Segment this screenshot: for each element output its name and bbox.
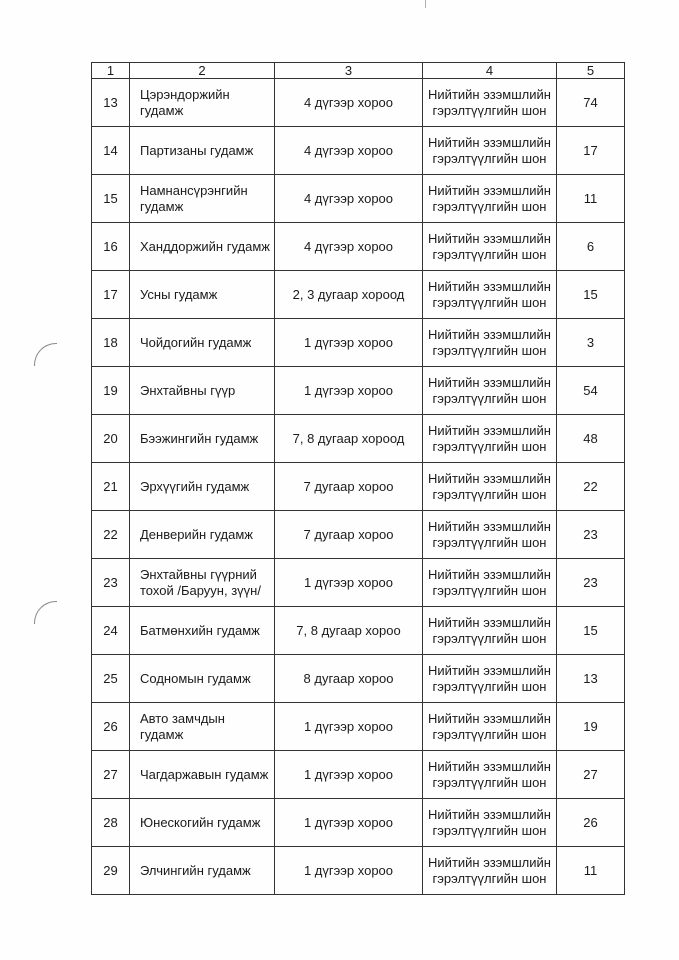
row-number: 22	[92, 511, 130, 559]
lighting-type-cell: Нийтийн эзэмшлийн гэрэлтүүлгийн шон	[423, 319, 557, 367]
table-row	[92, 847, 625, 895]
khoroo-cell: 4 дүгээр хороо	[275, 79, 423, 127]
pole-count-cell: 11	[557, 175, 625, 223]
street-lighting-table	[91, 62, 625, 895]
pole-count-cell: 23	[557, 559, 625, 607]
lighting-type-cell: Нийтийн эзэмшлийн гэрэлтүүлгийн шон	[423, 559, 557, 607]
street-name-cell: Чойдогийн гудамж	[130, 319, 275, 367]
lighting-type-cell: Нийтийн эзэмшлийн гэрэлтүүлгийн шон	[423, 751, 557, 799]
khoroo-cell: 1 дүгээр хороо	[275, 847, 423, 895]
row-number: 15	[92, 175, 130, 223]
table-row	[92, 223, 625, 271]
table-row	[92, 175, 625, 223]
street-name-cell: Энхтайвны гүүрний тохой /Баруун, зүүн/	[130, 559, 275, 607]
pole-count-cell: 19	[557, 703, 625, 751]
table-row	[92, 751, 625, 799]
lighting-type-cell: Нийтийн эзэмшлийн гэрэлтүүлгийн шон	[423, 511, 557, 559]
lighting-type-cell: Нийтийн эзэмшлийн гэрэлтүүлгийн шон	[423, 415, 557, 463]
column-header: 3	[275, 63, 423, 79]
row-number: 21	[92, 463, 130, 511]
lighting-type-cell: Нийтийн эзэмшлийн гэрэлтүүлгийн шон	[423, 607, 557, 655]
lighting-type-cell: Нийтийн эзэмшлийн гэрэлтүүлгийн шон	[423, 175, 557, 223]
khoroo-cell: 7, 8 дугаар хороод	[275, 415, 423, 463]
row-number: 19	[92, 367, 130, 415]
street-name-cell: Денверийн гудамж	[130, 511, 275, 559]
street-name-cell: Намнансүрэнгийн гудамж	[130, 175, 275, 223]
pole-count-cell: 17	[557, 127, 625, 175]
pole-count-cell: 15	[557, 607, 625, 655]
table-header-row	[92, 63, 625, 79]
table-row	[92, 511, 625, 559]
row-number: 13	[92, 79, 130, 127]
pole-count-cell: 22	[557, 463, 625, 511]
row-number: 24	[92, 607, 130, 655]
khoroo-cell: 1 дүгээр хороо	[275, 367, 423, 415]
khoroo-cell: 7, 8 дугаар хороо	[275, 607, 423, 655]
row-number: 28	[92, 799, 130, 847]
khoroo-cell: 4 дүгээр хороо	[275, 127, 423, 175]
khoroo-cell: 2, 3 дугаар хороод	[275, 271, 423, 319]
street-name-cell: Авто замчдын гудамж	[130, 703, 275, 751]
punch-hole-mark	[34, 343, 57, 366]
pole-count-cell: 23	[557, 511, 625, 559]
street-name-cell: Юнескогийн гудамж	[130, 799, 275, 847]
row-number: 23	[92, 559, 130, 607]
column-header: 4	[423, 63, 557, 79]
pole-count-cell: 26	[557, 799, 625, 847]
khoroo-cell: 1 дүгээр хороо	[275, 559, 423, 607]
khoroo-cell: 7 дугаар хороо	[275, 463, 423, 511]
table-row	[92, 127, 625, 175]
lighting-type-cell: Нийтийн эзэмшлийн гэрэлтүүлгийн шон	[423, 223, 557, 271]
khoroo-cell: 8 дугаар хороо	[275, 655, 423, 703]
khoroo-cell: 1 дүгээр хороо	[275, 319, 423, 367]
table-row	[92, 319, 625, 367]
pole-count-cell: 13	[557, 655, 625, 703]
pole-count-cell: 11	[557, 847, 625, 895]
row-number: 27	[92, 751, 130, 799]
table-row	[92, 271, 625, 319]
lighting-type-cell: Нийтийн эзэмшлийн гэрэлтүүлгийн шон	[423, 271, 557, 319]
lighting-type-cell: Нийтийн эзэмшлийн гэрэлтүүлгийн шон	[423, 79, 557, 127]
column-header: 2	[130, 63, 275, 79]
table-row	[92, 559, 625, 607]
row-number: 17	[92, 271, 130, 319]
street-name-cell: Бээжингийн гудамж	[130, 415, 275, 463]
khoroo-cell: 1 дүгээр хороо	[275, 703, 423, 751]
pole-count-cell: 3	[557, 319, 625, 367]
row-number: 29	[92, 847, 130, 895]
pole-count-cell: 74	[557, 79, 625, 127]
street-name-cell: Эрхүүгийн гудамж	[130, 463, 275, 511]
street-name-cell: Энхтайвны гүүр	[130, 367, 275, 415]
street-name-cell: Ханддоржийн гудамж	[130, 223, 275, 271]
street-name-cell: Батмөнхийн гудамж	[130, 607, 275, 655]
pole-count-cell: 27	[557, 751, 625, 799]
punch-hole-mark	[34, 601, 57, 624]
row-number: 26	[92, 703, 130, 751]
row-number: 14	[92, 127, 130, 175]
street-name-cell: Содномын гудамж	[130, 655, 275, 703]
lighting-type-cell: Нийтийн эзэмшлийн гэрэлтүүлгийн шон	[423, 799, 557, 847]
lighting-type-cell: Нийтийн эзэмшлийн гэрэлтүүлгийн шон	[423, 847, 557, 895]
street-name-cell: Цэрэндоржийн гудамж	[130, 79, 275, 127]
lighting-type-cell: Нийтийн эзэмшлийн гэрэлтүүлгийн шон	[423, 367, 557, 415]
pole-count-cell: 48	[557, 415, 625, 463]
column-header: 1	[92, 63, 130, 79]
table-row	[92, 79, 625, 127]
pole-count-cell: 54	[557, 367, 625, 415]
lighting-type-cell: Нийтийн эзэмшлийн гэрэлтүүлгийн шон	[423, 655, 557, 703]
row-number: 20	[92, 415, 130, 463]
scan-mark	[425, 0, 426, 8]
table-row	[92, 655, 625, 703]
lighting-type-cell: Нийтийн эзэмшлийн гэрэлтүүлгийн шон	[423, 463, 557, 511]
lighting-type-cell: Нийтийн эзэмшлийн гэрэлтүүлгийн шон	[423, 703, 557, 751]
pole-count-cell: 15	[557, 271, 625, 319]
khoroo-cell: 7 дугаар хороо	[275, 511, 423, 559]
row-number: 25	[92, 655, 130, 703]
table-row	[92, 703, 625, 751]
table-row	[92, 367, 625, 415]
street-name-cell: Элчингийн гудамж	[130, 847, 275, 895]
table-row	[92, 607, 625, 655]
row-number: 18	[92, 319, 130, 367]
street-name-cell: Партизаны гудамж	[130, 127, 275, 175]
table-row	[92, 799, 625, 847]
khoroo-cell: 4 дүгээр хороо	[275, 175, 423, 223]
khoroo-cell: 4 дүгээр хороо	[275, 223, 423, 271]
khoroo-cell: 1 дүгээр хороо	[275, 751, 423, 799]
lighting-type-cell: Нийтийн эзэмшлийн гэрэлтүүлгийн шон	[423, 127, 557, 175]
street-name-cell: Чагдаржавын гудамж	[130, 751, 275, 799]
khoroo-cell: 1 дүгээр хороо	[275, 799, 423, 847]
table-row	[92, 415, 625, 463]
table-row	[92, 463, 625, 511]
street-name-cell: Усны гудамж	[130, 271, 275, 319]
row-number: 16	[92, 223, 130, 271]
pole-count-cell: 6	[557, 223, 625, 271]
column-header: 5	[557, 63, 625, 79]
